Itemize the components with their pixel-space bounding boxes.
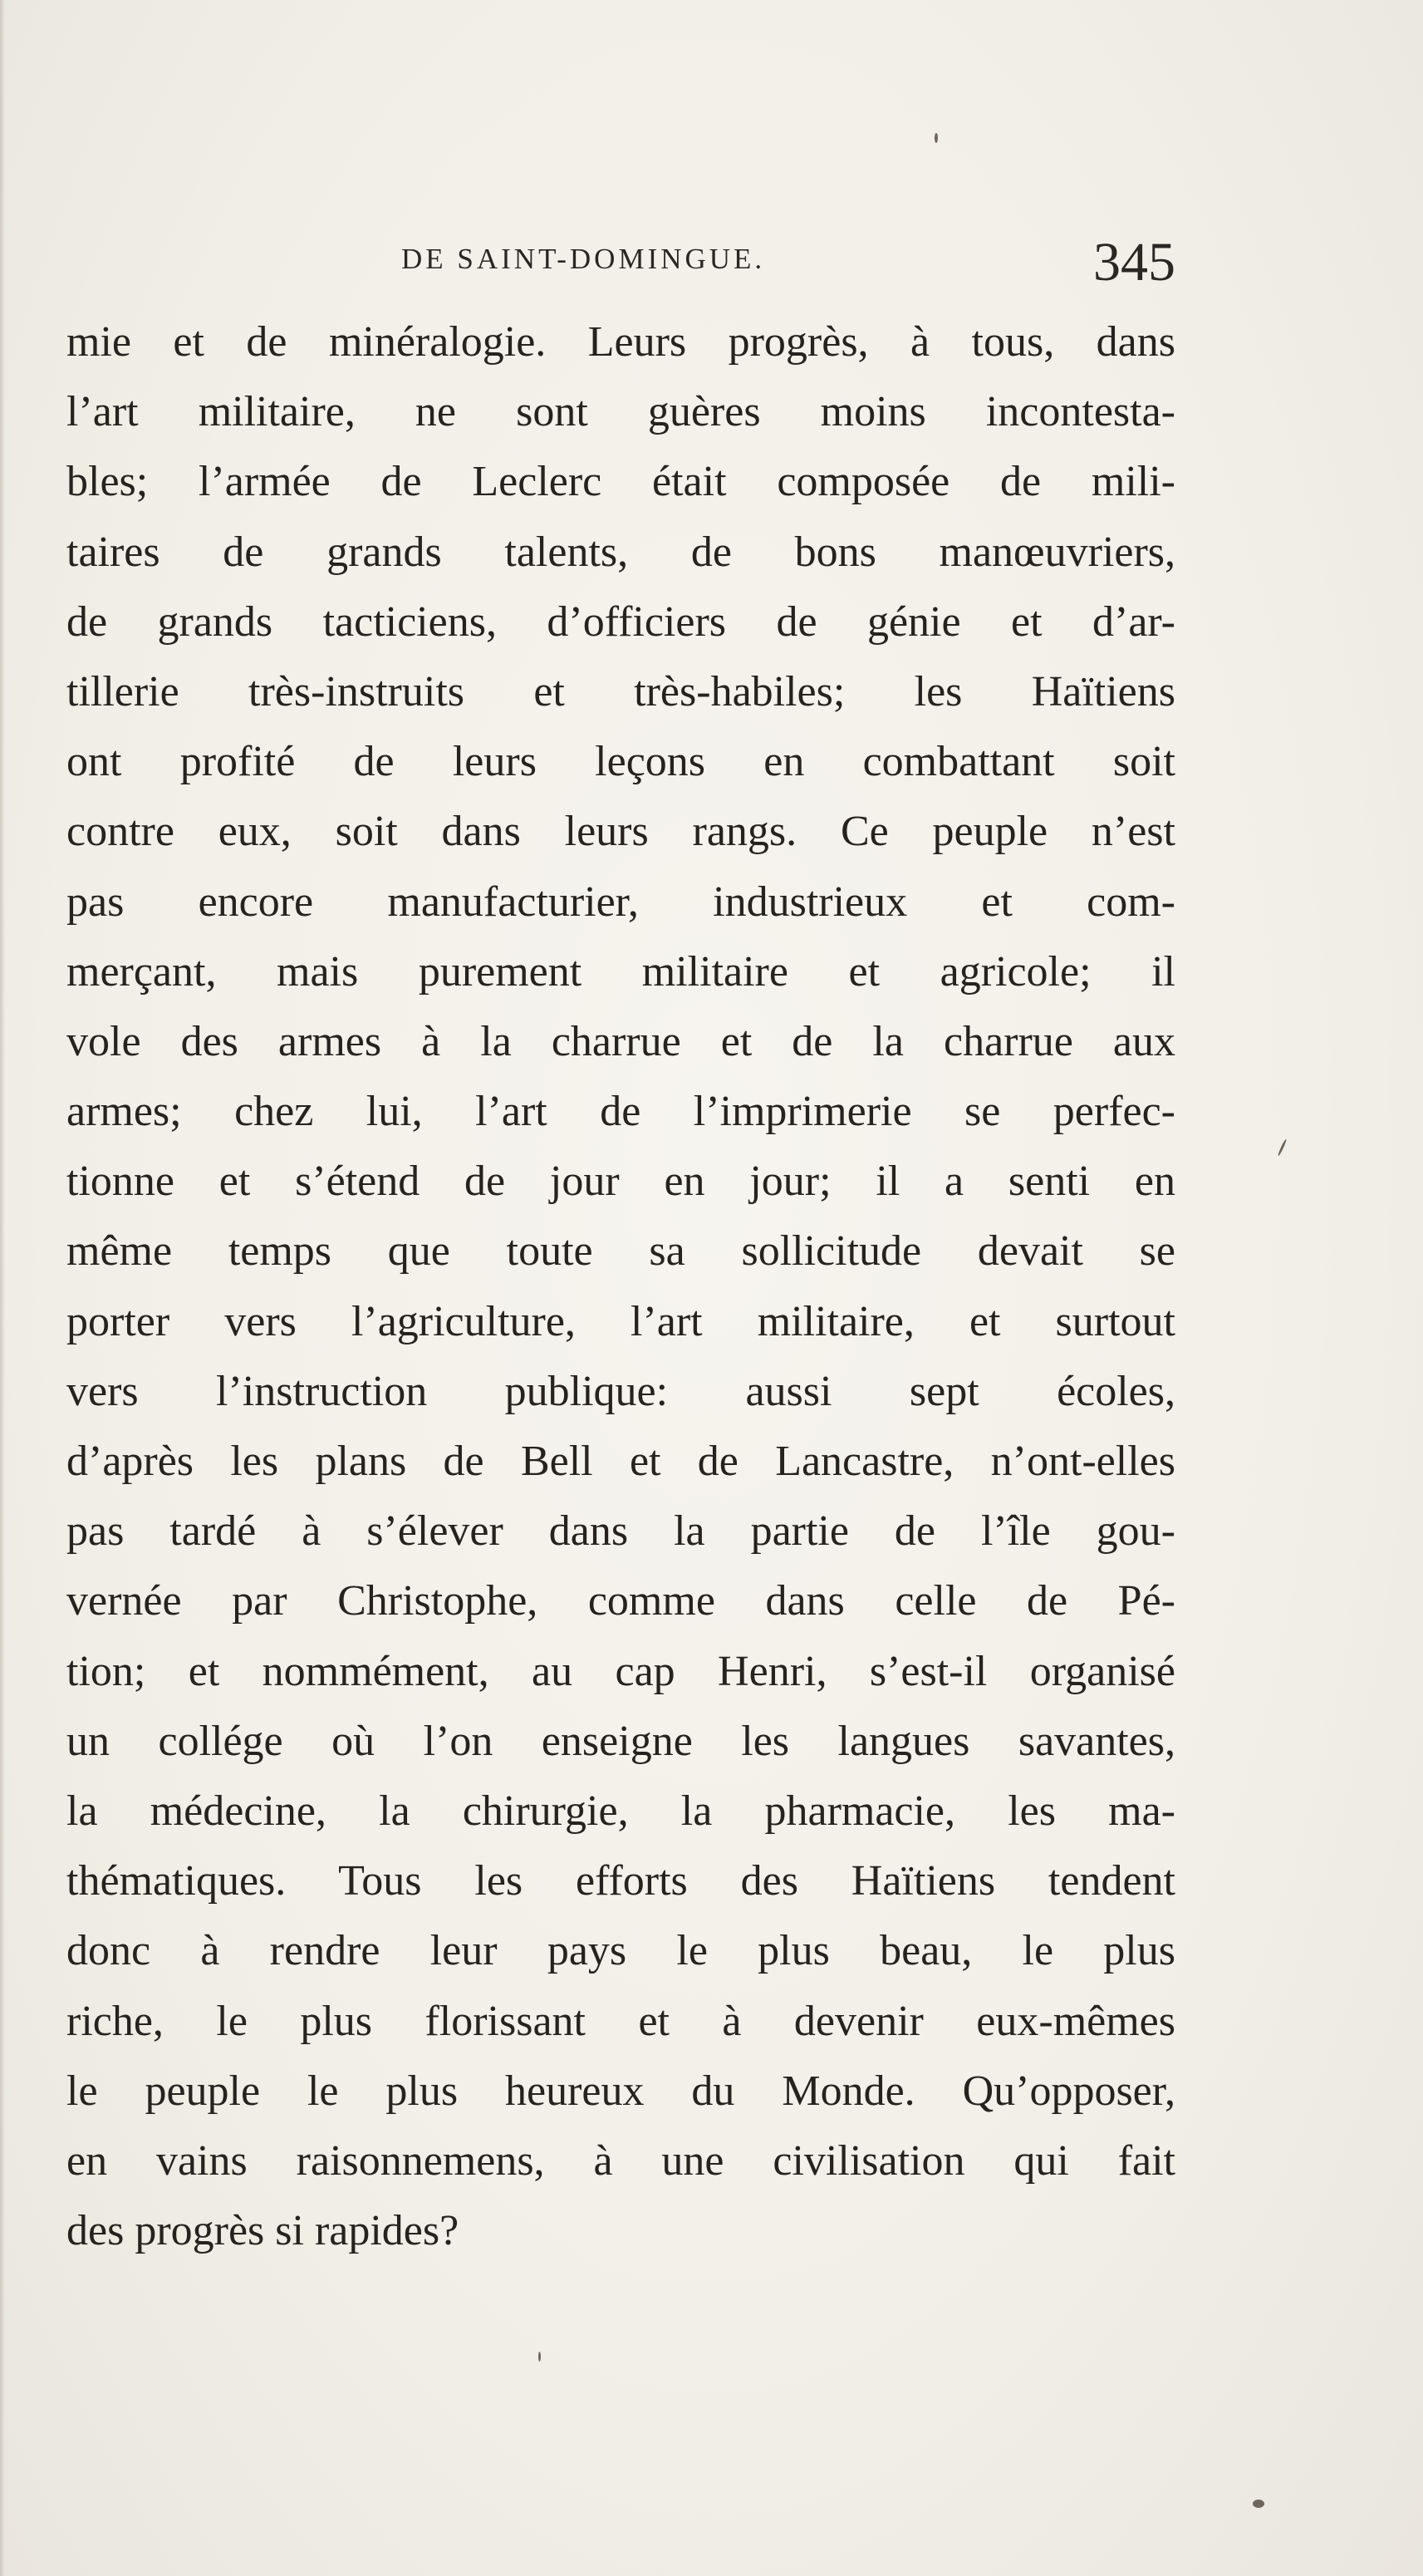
body-text (66, 307, 1175, 2266)
running-title: DE SAINT-DOMINGUE. (401, 243, 766, 275)
text-line: thématiques. Tous les efforts des Haïtiens tendent (66, 1857, 1175, 1905)
text-line: donc à rendre leur pays le plus beau, le plus (66, 1927, 1175, 1975)
text-line: merçant, mais purement militaire et agricole; il (66, 947, 1175, 995)
text-line: armes; chez lui, l’art de l’imprimerie se perfec- (66, 1088, 1175, 1136)
text-line: en vains raisonnemens, à une civilisation qui fait (66, 2136, 1175, 2185)
text-line: vers l’instruction publique: aussi sept écoles, (66, 1367, 1175, 1415)
text-line: tillerie très-instruits et très-habiles; les Haïtiens (66, 667, 1175, 715)
paper-speck (538, 2352, 541, 2362)
text-line: ont profité de leurs leçons en combattant soit (66, 738, 1175, 786)
text-line: même temps que toute sa sollicitude devait se (66, 1227, 1175, 1276)
page-number: 345 (1093, 232, 1175, 293)
text-line: tion; et nommément, au cap Henri, s’est-il organisé (66, 1647, 1175, 1695)
text-line: la médecine, la chirurgie, la pharmacie, les ma- (66, 1787, 1175, 1835)
text-line: pas encore manufacturier, industrieux et com- (66, 878, 1175, 926)
text-line: bles; l’armée de Leclerc était composée de mili- (66, 458, 1175, 506)
text-line: de grands tacticiens, d’officiers de génie et d’ar- (66, 597, 1175, 646)
text-line: riche, le plus florissant et à devenir eux-mêmes (66, 1997, 1175, 2045)
text-line: l’art militaire, ne sont guères moins incontesta- (66, 388, 1175, 436)
text-line: un collége où l’on enseigne les langues savantes, (66, 1717, 1175, 1765)
paper-speck (1253, 2500, 1264, 2508)
text-line: pas tardé à s’élever dans la partie de l’île gou- (66, 1507, 1175, 1556)
text-line: mie et de minéralogie. Leurs progrès, à tous, dans (66, 318, 1175, 366)
text-line-last: des progrès si rapides? (66, 2207, 459, 2255)
text-line: taires de grands talents, de bons manœuvriers, (66, 528, 1175, 576)
paper-speck (935, 133, 938, 143)
text-line: tionne et s’étend de jour en jour; il a senti en (66, 1158, 1175, 1206)
text-line: d’après les plans de Bell et de Lancastre, n’ont-elles (66, 1438, 1175, 1485)
text-line: porter vers l’agriculture, l’art militaire, et surtout (66, 1297, 1175, 1345)
paper-speck (1277, 1138, 1287, 1156)
text-line: contre eux, soit dans leurs rangs. Ce peuple n’est (66, 808, 1175, 856)
page-header (66, 231, 1175, 297)
page-edge-shadow (0, 0, 5, 2576)
text-line: vole des armes à la charrue et de la charrue aux (66, 1017, 1175, 1065)
text-line: vernée par Christophe, comme dans celle de Pé- (66, 1577, 1175, 1625)
text-line: le peuple le plus heureux du Monde. Qu’opposer, (66, 2067, 1175, 2115)
